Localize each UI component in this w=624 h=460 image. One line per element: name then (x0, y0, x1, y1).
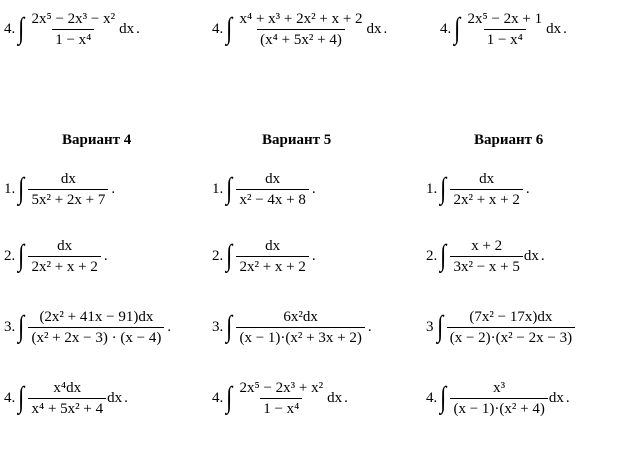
differential: dx (546, 21, 562, 37)
variant-5-heading: Вариант 5 (262, 132, 332, 148)
fraction (236, 308, 364, 347)
differential: dx (107, 390, 123, 406)
problem-number: 3. (4, 319, 16, 335)
denominator: 5x² + 2x + 7 (28, 189, 108, 209)
end-mark: . (124, 390, 128, 406)
fraction (28, 379, 106, 418)
numerator: dx (479, 171, 495, 187)
variant-5-problem-3 (212, 308, 372, 347)
problem-number: 1. (426, 181, 438, 197)
denominator: 2x² + x + 2 (28, 256, 100, 276)
numerator: dx (57, 238, 73, 254)
fraction (28, 308, 164, 347)
integral-sign: ∫ (226, 238, 233, 272)
integral-sign: ∫ (226, 380, 233, 414)
integral-sign: ∫ (226, 11, 233, 45)
top-problem-2 (212, 10, 387, 49)
fraction (236, 10, 365, 49)
problem-number: 4. (4, 390, 16, 406)
integral-sign: ∫ (18, 238, 25, 272)
variant-4-heading: Вариант 4 (62, 132, 132, 148)
integral-sign: ∫ (440, 380, 447, 414)
integral-sign: ∫ (440, 238, 447, 272)
problem-number: 1. (212, 181, 224, 197)
numerator: 6x²dx (283, 309, 318, 325)
variant-5-problem-1 (212, 170, 316, 209)
numerator: x³ (493, 380, 506, 396)
denominator: 1 − x⁴ (260, 398, 302, 418)
variant-6-problem-2 (426, 237, 545, 276)
differential: dx (548, 390, 564, 406)
denominator: 2x² + x + 2 (236, 256, 308, 276)
numerator: x + 2 (471, 238, 503, 254)
fraction (28, 10, 118, 49)
numerator: x⁴dx (53, 380, 82, 396)
variant-4-problem-4 (4, 379, 128, 418)
end-mark: . (311, 181, 316, 197)
numerator: (2x² + 41x − 91)dx (39, 309, 154, 325)
problem-number: 3 (426, 319, 434, 335)
variant-5-problem-2 (212, 237, 316, 276)
integral-sign: ∫ (18, 309, 25, 343)
end-mark: . (103, 248, 108, 264)
fraction (236, 379, 326, 418)
integral-sign: ∫ (440, 171, 447, 205)
denominator: (x² + 2x − 3) · (x − 4) (28, 327, 164, 347)
fraction (28, 237, 100, 276)
fraction (28, 170, 108, 209)
problem-number: 2. (212, 248, 224, 264)
differential: dx (119, 21, 135, 37)
fraction (450, 237, 522, 276)
numerator: 2x⁵ − 2x³ − x² (31, 11, 116, 27)
integral-sign: ∫ (226, 309, 233, 343)
end-mark: . (525, 181, 530, 197)
top-problem-1 (4, 10, 140, 49)
problem-number: 4. (212, 21, 224, 37)
denominator: 3x² − x + 5 (450, 256, 522, 276)
denominator: (x⁴ + 5x² + 4) (257, 29, 345, 49)
differential: dx (523, 248, 539, 264)
denominator: (x − 1)·(x² + 4) (450, 398, 547, 418)
variant-6-problem-3 (426, 308, 578, 347)
variant-6-heading: Вариант 6 (474, 132, 544, 148)
denominator: 1 − x⁴ (52, 29, 94, 49)
fraction (450, 379, 547, 418)
differential: dx (327, 390, 343, 406)
end-mark: . (311, 248, 316, 264)
denominator: 1 − x⁴ (484, 29, 526, 49)
fraction (447, 308, 575, 347)
problem-number: 4. (426, 390, 438, 406)
variant-4-problem-3 (4, 308, 171, 347)
fraction (450, 170, 522, 209)
fraction (236, 170, 308, 209)
numerator: x⁴ + x³ + 2x² + x + 2 (239, 11, 363, 27)
variant-4-problem-2 (4, 237, 108, 276)
problem-number: 2. (426, 248, 438, 264)
denominator: x² − 4x + 8 (236, 189, 308, 209)
variant-6-problem-1 (426, 170, 530, 209)
end-mark: . (344, 390, 348, 406)
end-mark: . (367, 319, 372, 335)
integral-sign: ∫ (436, 309, 443, 343)
denominator: x⁴ + 5x² + 4 (28, 398, 106, 418)
differential: dx (366, 21, 382, 37)
numerator: 2x⁵ − 2x³ + x² (239, 380, 324, 396)
denominator: 2x² + x + 2 (450, 189, 522, 209)
variant-5-problem-4 (212, 379, 348, 418)
numerator: dx (265, 171, 281, 187)
problem-number: 4. (212, 390, 224, 406)
problem-number: 1. (4, 181, 16, 197)
integral-sign: ∫ (18, 380, 25, 414)
integral-sign: ∫ (226, 171, 233, 205)
end-mark: . (167, 319, 172, 335)
denominator: (x − 1)·(x² + 3x + 2) (236, 327, 364, 347)
problem-number: 4. (440, 21, 452, 37)
end-mark: . (383, 21, 388, 37)
end-mark: . (565, 390, 570, 406)
variant-4-problem-1 (4, 170, 115, 209)
fraction (464, 10, 545, 49)
problem-number: 3. (212, 319, 224, 335)
end-mark: . (111, 181, 116, 197)
integral-sign: ∫ (454, 11, 461, 45)
top-problem-3 (440, 10, 567, 49)
problem-number: 4. (4, 21, 16, 37)
variant-6-problem-4 (426, 379, 570, 418)
integral-sign: ∫ (18, 171, 25, 205)
denominator: (x − 2)·(x² − 2x − 3) (447, 327, 575, 347)
numerator: (7x² − 17x)dx (469, 309, 553, 325)
numerator: 2x⁵ − 2x + 1 (467, 11, 543, 27)
problem-number: 2. (4, 248, 16, 264)
fraction (236, 237, 308, 276)
end-mark: . (136, 21, 140, 37)
integral-sign: ∫ (18, 11, 25, 45)
end-mark: . (540, 248, 545, 264)
end-mark: . (563, 21, 567, 37)
numerator: dx (60, 171, 76, 187)
numerator: dx (265, 238, 281, 254)
